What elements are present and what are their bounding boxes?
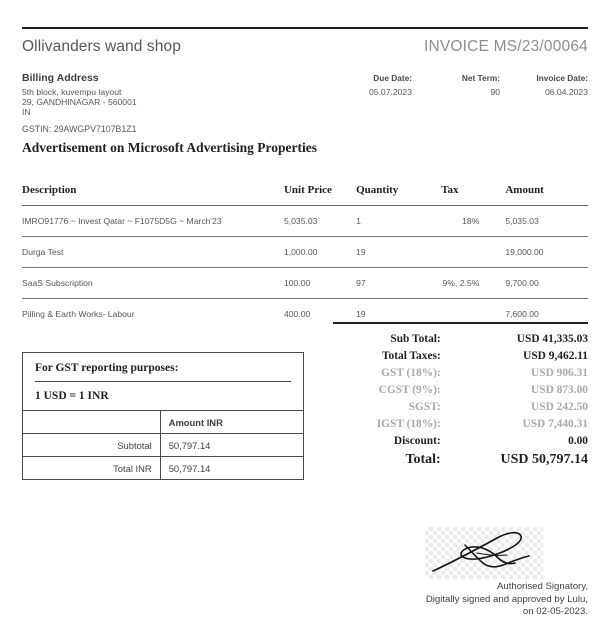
signature-approved-line: Digitally signed and approved by Lulu, [425,593,588,605]
billing-address-block [22,72,302,134]
gst-box-title: For GST reporting purposes: [35,362,291,382]
invoice-date-column [500,73,588,97]
gst-row-label-total-inr: Total INR [23,457,160,480]
signature-image [425,527,543,579]
cell-tax [420,237,479,268]
cell-tax: 9%, 2.5% [420,268,479,299]
billing-address-line-2: 29, GANDHINAGAR - 560001 [22,96,137,107]
cell-description: SaaS Subscription [22,268,284,299]
totals-divider [333,322,588,324]
column-header-tax: Tax [441,184,459,196]
cell-unit-price: 1,000.00 [284,237,356,268]
cell-tax: 18% [420,206,479,237]
table-header-row [22,184,588,206]
cell-amount: 5,035.03 [479,206,588,237]
billing-address-line-1: 5th block, kuvempu layout [22,87,122,97]
due-date-column [324,73,412,97]
totals-value-discount: 0.00 [568,434,588,447]
totals-value-grand-total: USD 50,797.14 [500,451,588,467]
totals-row-total-taxes [333,347,588,364]
gst-box-header [23,353,303,410]
net-term-label: Net Term: [461,73,500,83]
totals-value-gst: USD 906.31 [531,366,588,379]
totals-label-gst: GST (18%): [381,366,441,379]
signature-glyph [425,527,543,579]
totals-row-cgst [333,381,588,398]
gst-empty-corner [23,411,160,434]
totals-label-sgst: SGST: [408,400,441,413]
invoice-date-label: Invoice Date: [536,73,588,83]
billing-address-title: Billing Address [22,72,99,84]
net-term-value: 90 [490,87,500,97]
totals-value-total-taxes: USD 9,462.11 [523,349,588,362]
totals-row-igst [333,415,588,432]
totals-row-sub-total [333,330,588,347]
totals-value-sub-total: USD 41,335.03 [516,332,588,345]
totals-row-gst [333,364,588,381]
section-title: Advertisement on Microsoft Advertising Properties [22,140,317,155]
totals-value-igst: USD 7,440.31 [522,417,588,430]
totals-label-igst: IGST (18%): [376,417,441,430]
signature-authorised-line: Authorised Signatory, [496,581,588,592]
totals-label-grand-total: Total: [405,451,441,467]
signature-date-line: on 02-05-2023. [522,606,588,617]
cell-description: IMRO91776 ~ Invest Qatar ~ F1075D5G ~ March'23 [22,206,284,237]
header-divider [22,27,588,29]
line-items-table [22,184,588,329]
gst-row-value-subtotal: 50,797.14 [160,434,303,457]
cell-unit-price: 100.00 [284,268,356,299]
table-row [22,206,588,237]
totals-row-discount [333,432,588,449]
gst-column-header-amount-inr: Amount INR [160,411,303,434]
totals-row-sgst [333,398,588,415]
due-date-label: Due Date: [373,73,412,83]
cell-amount: 19,000.00 [479,237,588,268]
cell-amount: 7,600.00 [505,309,539,319]
cell-unit-price: 5,035.03 [284,206,356,237]
invoice-dates-block [324,73,588,97]
cell-quantity: 19 [356,237,420,268]
column-header-unit-price: Unit Price [283,184,332,196]
cell-amount: 9,700.00 [479,268,588,299]
gst-row-value-total-inr: 50,797.14 [160,457,303,480]
column-header-quantity: Quantity [356,184,399,196]
signature-caption [288,581,588,619]
totals-block [333,322,588,470]
gst-reporting-box [22,352,304,480]
gst-table-row [23,434,303,457]
cell-unit-price: 400.00 [283,309,311,319]
totals-value-sgst: USD 242.50 [531,400,588,413]
cell-quantity: 97 [356,268,420,299]
column-header-amount: Amount [505,184,544,196]
invoice-date-value: 06.04.2023 [544,87,588,97]
totals-label-discount: Discount: [393,434,441,447]
column-header-description: Description [22,184,77,196]
table-row [22,237,588,268]
totals-label-cgst: CGST (9%): [378,383,441,396]
cell-quantity: 1 [356,206,420,237]
invoice-number: INVOICE MS/23/00064 [423,38,588,55]
gst-table-row [23,457,303,480]
totals-value-cgst: USD 873.00 [531,383,588,396]
table-row [22,268,588,299]
due-date-value: 05.07.2023 [368,87,412,97]
totals-row-grand-total [333,449,588,470]
shop-name: Ollivanders wand shop [22,38,181,55]
totals-label-total-taxes: Total Taxes: [381,349,441,362]
net-term-column [412,73,500,97]
gst-table-header-row [23,411,303,434]
cell-description: Pilling & Earth Works- Labour [22,309,135,319]
gst-row-label-subtotal: Subtotal [23,434,160,457]
billing-address-country: IN [22,106,31,117]
cell-description: Durga Test [22,237,284,268]
cell-quantity: 19 [356,309,366,319]
gst-conversion-rate: 1 USD = 1 INR [35,390,109,402]
billing-gstin: GSTIN: 29AWGPV7107B1Z1 [22,124,137,135]
totals-label-sub-total: Sub Total: [390,332,441,345]
